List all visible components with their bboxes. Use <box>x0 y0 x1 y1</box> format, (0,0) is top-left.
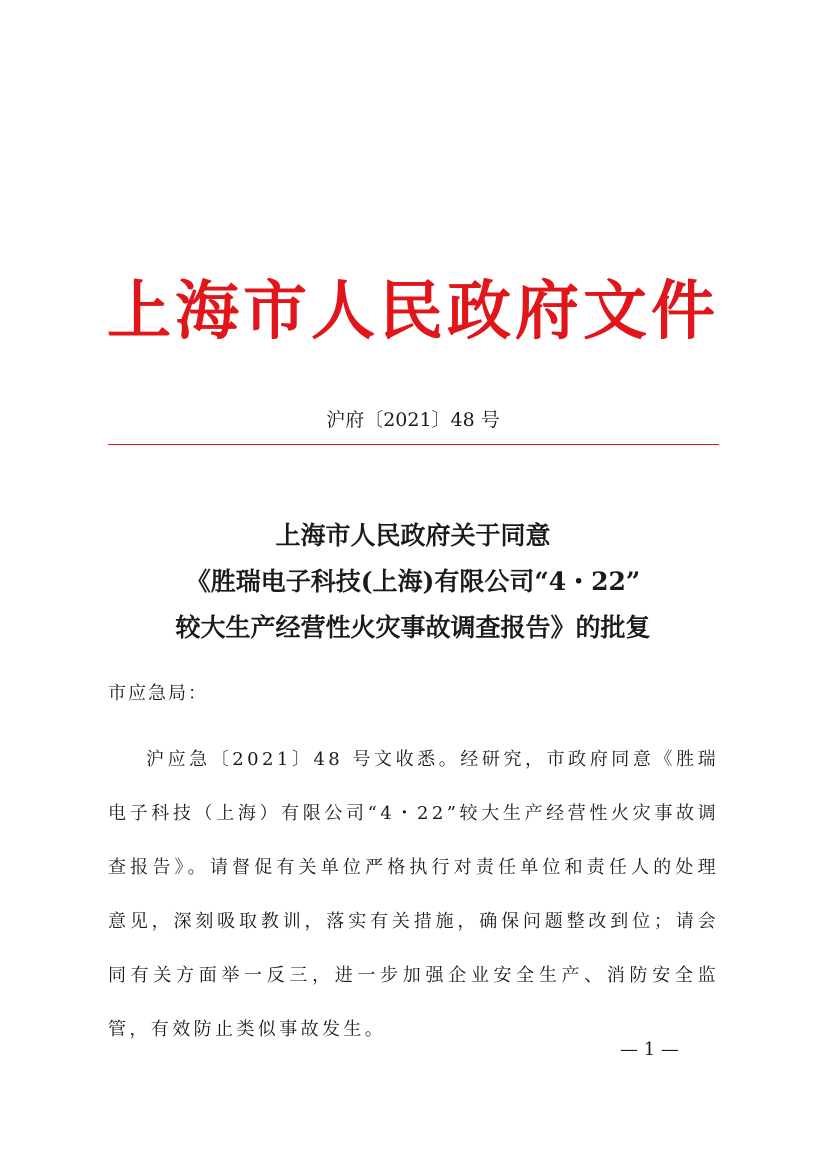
page-number: — 1 — <box>620 1039 679 1060</box>
document-title-line: 较大生产经营性火灾事故调查报告》的批复 <box>175 613 651 642</box>
red-separator-line <box>108 444 719 445</box>
body-paragraph: 沪应急〔2021〕48 号文收悉。经研究，市政府同意《胜瑞电子科技（上海）有限公司“4・22”较大生产经营性火灾事故调查报告》。请督促有关单位严格执行对责任单位和责任人的处理意见，深刻吸取教训，落实有关措施，确保问题整改到位；请会同有关方面举一反三，进一步加强企业安全生产、消防安全监管，有效防止类似事故发生。 <box>108 749 719 1040</box>
document-title <box>0 513 826 651</box>
addressee: 市应急局： <box>108 683 208 704</box>
document-number: 沪府〔2021〕48 号 <box>326 409 500 431</box>
document-title-line: 《胜瑞电子科技(上海)有限公司“4・22” <box>185 567 641 596</box>
document-title-line: 上海市人民政府关于同意 <box>275 521 551 550</box>
issuing-authority-header: 上海市人民政府文件 <box>107 274 719 349</box>
